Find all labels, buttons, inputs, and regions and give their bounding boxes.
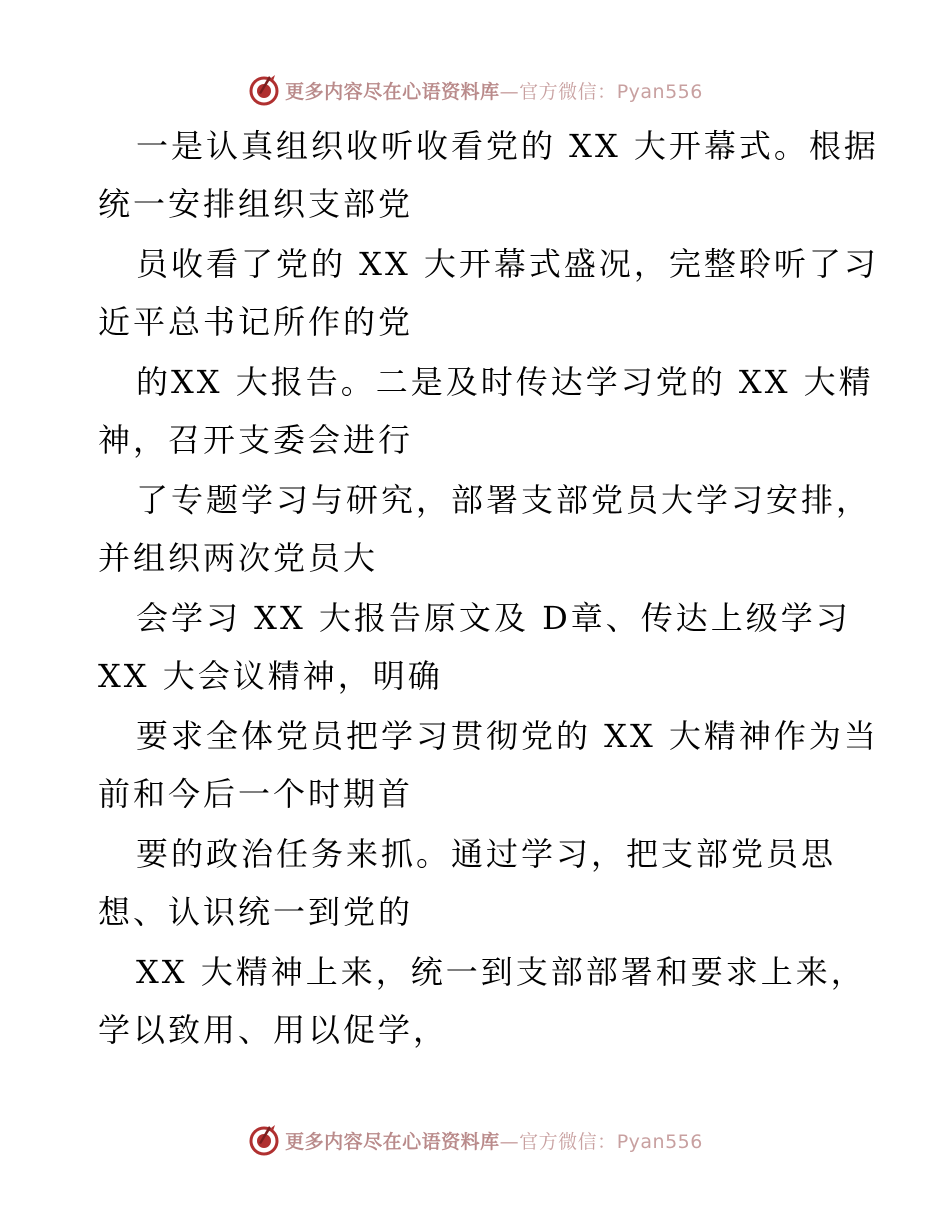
footer-banner-id: Pyan556 <box>616 1130 703 1153</box>
footer-banner <box>0 1118 950 1162</box>
header-banner-id: Pyan556 <box>616 80 703 103</box>
body-line: 想、认识统一到党的 <box>98 893 414 931</box>
header-banner-dash: — <box>499 80 520 103</box>
body-line: XX 大精神上来，统一到支部部署和要求上来， <box>136 953 866 991</box>
footer-banner-text <box>285 1127 703 1154</box>
body-line: 要的政治任务来抓。通过学习，把支部党员思 <box>136 835 837 873</box>
footer-banner-dash: — <box>499 1130 520 1153</box>
body-line: 要求全体党员把学习贯彻党的 XX 大精神作为当 <box>136 717 879 755</box>
footer-banner-main: 更多内容尽在心语资料库 <box>285 1130 500 1153</box>
body-line: 了专题学习与研究，部署支部党员大学习安排， <box>136 481 872 519</box>
body-line: XX 大会议精神，明确 <box>98 657 443 695</box>
body-line: 并组织两次党员大 <box>98 539 379 577</box>
body-line: 会学习 XX 大报告原文及 D章、传达上级学习 <box>136 599 851 637</box>
quill-seal-icon <box>247 73 281 107</box>
footer-banner-wechat: 官方微信： <box>519 1130 617 1153</box>
header-banner <box>0 68 950 112</box>
header-banner-text <box>285 77 703 104</box>
header-banner-wechat: 官方微信： <box>519 80 617 103</box>
body-line: 员收看了党的 XX 大开幕式盛况，完整聆听了习 <box>136 245 879 283</box>
header-banner-main: 更多内容尽在心语资料库 <box>285 80 500 103</box>
body-line: 近平总书记所作的党 <box>98 303 414 341</box>
body-line: 前和今后一个时期首 <box>98 775 414 813</box>
body-line: 学以致用、用以促学， <box>98 1011 449 1049</box>
body-line: 统一安排组织支部党 <box>98 185 414 223</box>
body-line: 的XX 大报告。二是及时传达学习党的 XX 大精 <box>136 363 874 401</box>
body-line: 一是认真组织收听收看党的 XX 大开幕式。根据 <box>136 127 879 165</box>
body-line: 神，召开支委会进行 <box>98 421 414 459</box>
quill-seal-icon <box>247 1123 281 1157</box>
